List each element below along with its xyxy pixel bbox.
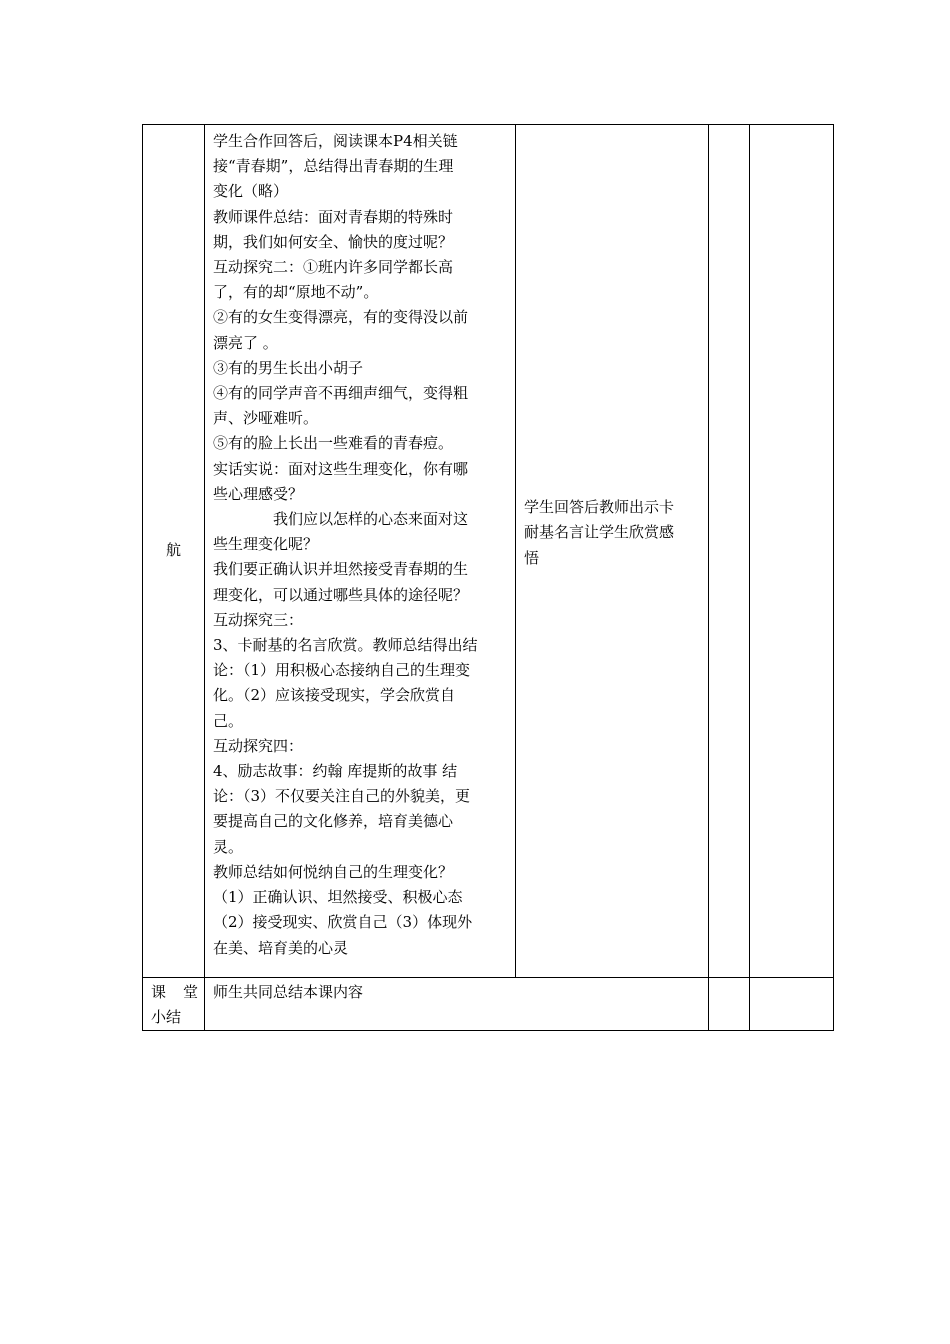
empty-cell	[709, 125, 750, 978]
content-line: 学生合作回答后，阅读课本P4相关链	[213, 132, 458, 150]
content-line: （1）正确认识、坦然接受、积极心态	[213, 888, 463, 907]
student-activity-cell	[516, 125, 709, 978]
content-line: 论：（3）不仅要关注自己的外貌美，更	[213, 787, 471, 806]
notes-line: 耐基名言让学生欣赏感	[524, 523, 675, 542]
row-label-hang: 航	[143, 125, 205, 978]
summary-content-cell: 师生共同总结本课内容	[205, 978, 709, 1031]
empty-cell	[750, 125, 834, 978]
notes-line: 悟	[524, 548, 540, 567]
content-line: 要提高自己的文化修养，培育美德心	[213, 812, 454, 831]
content-line: 期，我们如何安全、愉快的度过呢？	[213, 232, 454, 251]
content-line: 变化（略）	[213, 182, 289, 201]
content-line: 4、励志故事：约翰 库提斯的故事 结	[213, 762, 458, 781]
activity-content-cell	[205, 125, 516, 978]
row-label-summary	[143, 978, 205, 1031]
content-line: 接“青春期”，总结得出青春期的生理	[213, 157, 454, 176]
summary-label-char: 课	[151, 983, 167, 1001]
content-line: 了，有的却“原地不动”。	[213, 283, 379, 302]
lesson-plan-table	[142, 124, 834, 1031]
content-line: 在美、培育美的心灵	[213, 938, 349, 957]
content-line: 3、卡耐基的名言欣赏。教师总结得出结	[213, 636, 478, 655]
content-line: ④有的同学声音不再细声细气，变得粗	[213, 384, 469, 403]
content-line: ③有的男生长出小胡子	[213, 358, 364, 377]
summary-label-char: 堂	[182, 983, 198, 1001]
content-line: 教师课件总结：面对青春期的特殊时	[213, 207, 454, 226]
content-line: 漂亮了 。	[213, 333, 278, 352]
content-line: 理变化，可以通过哪些具体的途径呢？	[213, 585, 469, 604]
table-row-main	[143, 125, 834, 978]
content-line: 我们要正确认识并坦然接受青春期的生	[213, 560, 469, 579]
notes-line: 学生回答后教师出示卡	[524, 498, 675, 517]
content-line: 互动探究二：①班内许多同学都长高	[213, 258, 454, 277]
content-line: ⑤有的脸上长出一些难看的青春痘。	[213, 434, 454, 453]
content-line: 我们应以怎样的心态来面对这	[273, 510, 469, 529]
content-line: 些生理变化呢？	[213, 535, 319, 554]
content-line: 些心理感受？	[213, 484, 304, 503]
content-line: 化。（2）应该接受现实，学会欣赏自	[213, 686, 456, 705]
content-line: 实话实说：面对这些生理变化，你有哪	[213, 459, 469, 478]
content-line: ②有的女生变得漂亮，有的变得没以前	[213, 308, 469, 327]
content-line: 己。	[213, 711, 244, 730]
content-line: 教师总结如何悦纳自己的生理变化？	[213, 862, 454, 881]
content-line: 互动探究四：	[213, 736, 304, 755]
content-line: 论：（1）用积极心态接纳自己的生理变	[213, 661, 471, 680]
content-line: （2）接受现实、欣赏自己（3）体现外	[213, 913, 473, 932]
summary-label-line2: 小结	[151, 1008, 182, 1026]
table-row-summary	[143, 978, 834, 1031]
content-line: 互动探究三：	[213, 610, 304, 629]
content-line: 声、沙哑难听。	[213, 409, 319, 428]
empty-cell	[709, 978, 750, 1031]
content-line: 灵。	[213, 837, 244, 856]
empty-cell	[750, 978, 834, 1031]
